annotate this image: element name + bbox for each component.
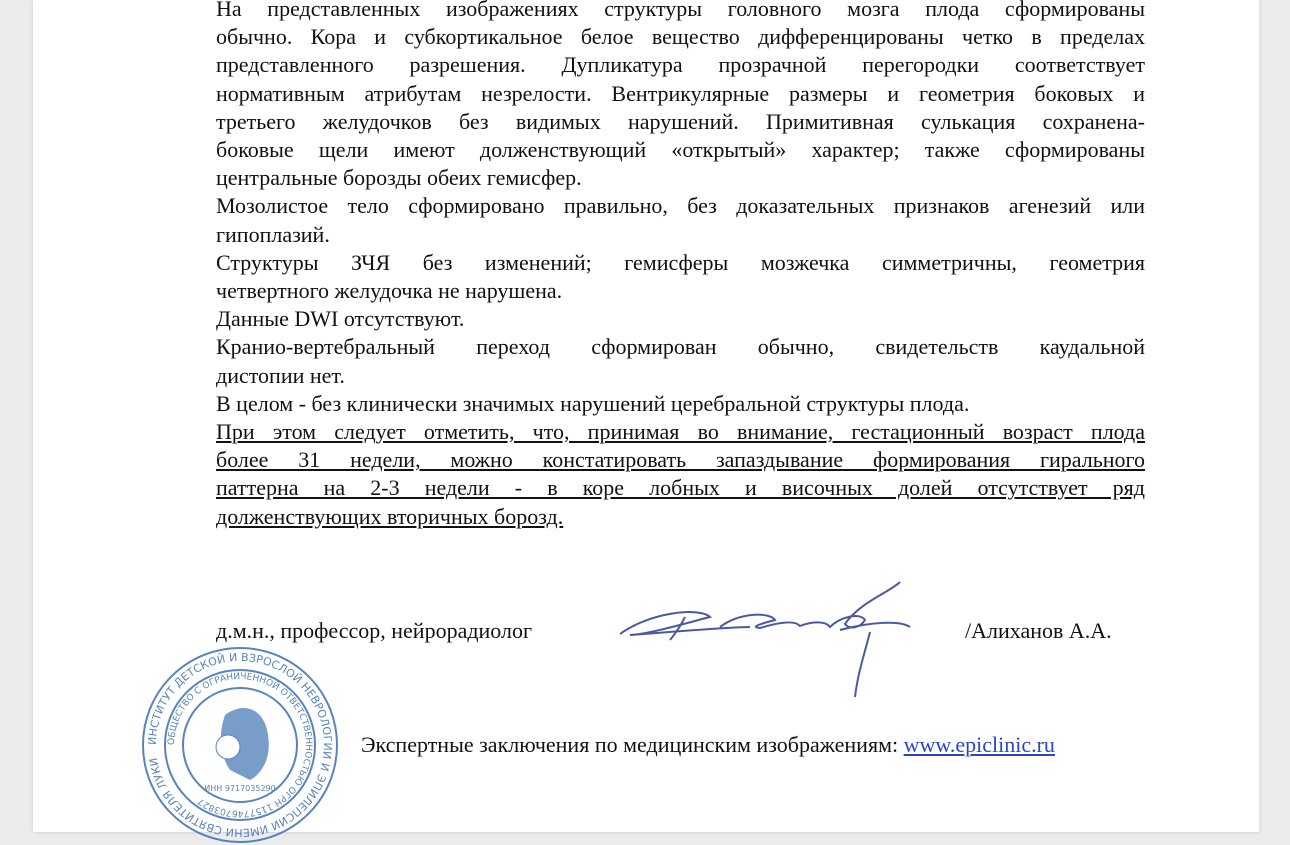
paragraph	[216, 418, 1145, 531]
text-line: В целом - без клинически значимых нарушений церебральной структуры плода.	[216, 390, 970, 416]
text-line: представленного разрешения. Дупликатура прозрачной перегородки соответствует	[216, 52, 1145, 78]
report-body	[216, 0, 1145, 531]
clinic-stamp	[140, 645, 340, 845]
text-line: четвертного желудочка не нарушена.	[216, 278, 563, 304]
text-line: более 31 недели, можно констатировать запаздывание формирования гирального	[216, 447, 1145, 473]
text-line: Структуры ЗЧЯ без изменений; гемисферы мозжечка симметричны, геометрия	[216, 249, 1145, 275]
text-line: При этом следует отметить, что, принимая во внимание, гестационный возраст плода	[216, 419, 1145, 445]
footer-text: Экспертные заключения по медицинским изображениям:	[361, 732, 899, 757]
footer	[361, 732, 1055, 758]
signer-title: д.м.н., профессор, нейрорадиолог	[216, 618, 533, 643]
text-line: третьего желудочков без видимых нарушений. Примитивная сулькация сохранена-	[216, 108, 1145, 134]
signer-name: /Алиханов А.А.	[965, 618, 1112, 643]
text-line: паттерна на 2-3 недели - в коре лобных и височных долей отсутствует ряд	[216, 475, 1145, 501]
text-line: Мозолистое тело сформировано правильно, без доказательных признаков агенезий или	[216, 193, 1145, 219]
website-link[interactable]: www.epiclinic.ru	[903, 732, 1055, 757]
text-line: Кранио-вертебральный переход сформирован обычно, свидетельств каудальной	[216, 334, 1145, 360]
paragraph	[216, 249, 1145, 305]
paragraph	[216, 305, 1145, 333]
text-line: гипоплазий.	[216, 221, 330, 247]
paragraph	[216, 390, 1145, 418]
text-line: центральные борозды обеих гемисфер.	[216, 165, 582, 191]
svg-text:ИНСТИТУТ ДЕТСКОЙ И ВЗРОСЛОЙ НЕ: ИНСТИТУТ ДЕТСКОЙ И ВЗРОСЛОЙ НЕВРОЛОГИИ И ЭПИЛЕПСИИ ИМЕНИ СВЯТИТЕЛЯ ЛУКИ	[145, 650, 335, 840]
handwritten-signature	[610, 572, 920, 702]
svg-text:ИНН 9717035290: ИНН 9717035290	[204, 784, 276, 793]
paragraph	[216, 192, 1145, 248]
paragraph	[216, 0, 1145, 192]
text-line: обычно. Кора и субкортикальное белое вещество дифференцированы четко в пределах	[216, 24, 1145, 50]
svg-text:ОБЩЕСТВО С ОГРАНИЧЕННОЙ ОТВЕТС: ОБЩЕСТВО С ОГРАНИЧЕННОЙ ОТВЕТСТВЕННОСТЬЮ ОГРН 1157746703827	[166, 671, 314, 819]
text-line: боковые щели имеют долженствующий «открытый» характер; также сформированы	[216, 137, 1145, 163]
text-line: На представленных изображениях структуры головного мозга плода сформированы	[216, 0, 1145, 21]
text-line: нормативным атрибутам незрелости. Вентрикулярные размеры и геометрия боковых и	[216, 80, 1145, 106]
text-line: долженствующих вторичных борозд.	[216, 503, 564, 529]
text-line: дистопии нет.	[216, 362, 345, 388]
text-line: Данные DWI отсутствуют.	[216, 306, 465, 332]
paragraph	[216, 333, 1145, 389]
